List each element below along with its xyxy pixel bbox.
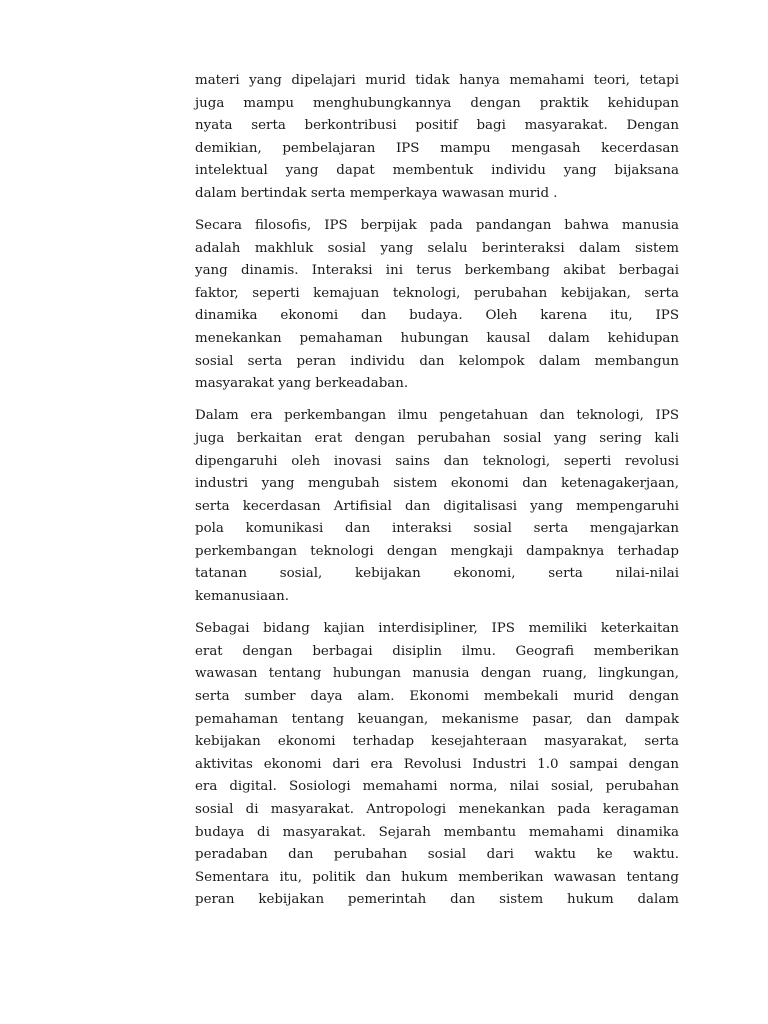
text-line: industri yang mengubah sistem ekonomi dan ketenagakerjaan, — [195, 476, 679, 492]
text-line: menekankan pemahaman hubungan kausal dalam kehidupan — [195, 331, 679, 347]
text-line: kemanusiaan. — [195, 589, 289, 605]
text-line: peran kebijakan pemerintah dan sistem hukum dalam — [195, 892, 679, 908]
text-line: sosial serta peran individu dan kelompok dalam membangun — [195, 353, 679, 369]
text-line: intelektual yang dapat membentuk individu yang bijaksana — [195, 163, 679, 179]
text-line: pola komunikasi dan interaksi sosial serta mengajarkan — [195, 521, 679, 537]
text-line: era digital. Sosiologi memahami norma, nilai sosial, perubahan — [195, 779, 679, 795]
text-line: dinamika ekonomi dan budaya. Oleh karena itu, IPS — [195, 308, 679, 324]
text-line: juga mampu menghubungkannya dengan praktik kehidupan — [195, 95, 679, 111]
text-line: serta kecerdasan Artifisial dan digitalisasi yang mempengaruhi — [195, 498, 679, 514]
text-line: pemahaman tentang keuangan, mekanisme pasar, dan dampak — [195, 711, 679, 727]
text-line: adalah makhluk sosial yang selalu berinteraksi dalam sistem — [195, 240, 679, 256]
document-page — [195, 70, 679, 921]
paragraph-4 — [195, 618, 679, 912]
paragraph-3 — [195, 405, 679, 608]
text-line: yang dinamis. Interaksi ini terus berkembang akibat berbagai — [195, 263, 679, 279]
text-line: erat dengan berbagai disiplin ilmu. Geografi memberikan — [195, 643, 679, 659]
text-line: Sebagai bidang kajian interdisipliner, IPS memiliki keterkaitan — [195, 621, 679, 637]
paragraph-2 — [195, 215, 679, 396]
text-line: demikian, pembelajaran IPS mampu mengasah kecerdasan — [195, 140, 679, 156]
text-line: budaya di masyarakat. Sejarah membantu memahami dinamika — [195, 824, 679, 840]
text-line: serta sumber daya alam. Ekonomi membekali murid dengan — [195, 688, 679, 704]
paragraph-1 — [195, 70, 679, 206]
text-line: dalam bertindak serta memperkaya wawasan murid . — [195, 185, 558, 201]
text-line: nyata serta berkontribusi positif bagi masyarakat. Dengan — [195, 118, 679, 134]
text-line: Sementara itu, politik dan hukum memberikan wawasan tentang — [195, 869, 679, 885]
text-line: juga berkaitan erat dengan perubahan sosial yang sering kali — [195, 430, 679, 446]
text-line: sosial di masyarakat. Antropologi menekankan pada keragaman — [195, 801, 679, 817]
text-line: aktivitas ekonomi dari era Revolusi Industri 1.0 sampai dengan — [195, 756, 679, 772]
text-line: kebijakan ekonomi terhadap kesejahteraan masyarakat, serta — [195, 734, 679, 750]
text-line: peradaban dan perubahan sosial dari waktu ke waktu. — [195, 847, 679, 863]
text-line: tatanan sosial, kebijakan ekonomi, serta nilai-nilai — [195, 566, 679, 582]
text-line: masyarakat yang berkeadaban. — [195, 376, 409, 392]
text-line: materi yang dipelajari murid tidak hanya memahami teori, tetapi — [195, 73, 679, 88]
text-line: faktor, seperti kemajuan teknologi, perubahan kebijakan, serta — [195, 285, 679, 301]
text-line: Dalam era perkembangan ilmu pengetahuan dan teknologi, IPS — [195, 408, 679, 424]
text-line: dipengaruhi oleh inovasi sains dan teknologi, seperti revolusi — [195, 453, 679, 469]
text-line: Secara filosofis, IPS berpijak pada pandangan bahwa manusia — [195, 218, 679, 234]
text-line: perkembangan teknologi dengan mengkaji dampaknya terhadap — [195, 543, 679, 559]
text-line: wawasan tentang hubungan manusia dengan ruang, lingkungan, — [195, 666, 679, 682]
